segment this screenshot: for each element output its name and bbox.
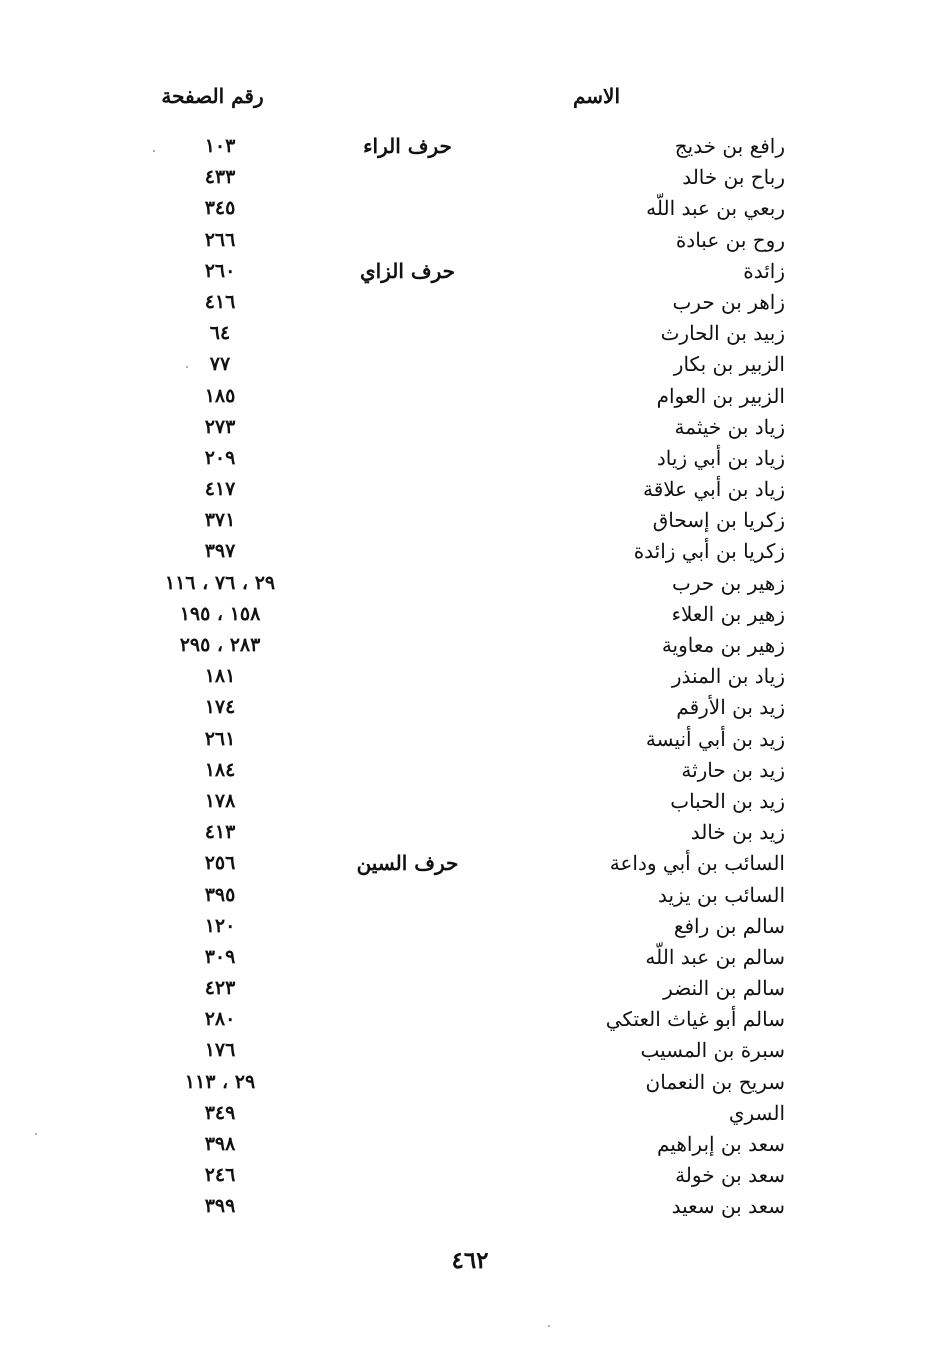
scan-speck <box>186 366 188 368</box>
index-entry <box>0 942 940 973</box>
entry-name: رافع بن خديج <box>674 134 785 158</box>
entry-name: سعد بن إبراهيم <box>656 1132 785 1156</box>
index-entry <box>0 1035 940 1066</box>
index-entry <box>0 381 940 412</box>
entry-name: سالم بن النضر <box>663 976 785 1001</box>
entry-name: السائب بن أبي وداعة <box>609 851 785 876</box>
section-heading: حرف الزاي <box>360 258 455 283</box>
index-entry <box>0 880 940 911</box>
index-entry <box>0 755 940 786</box>
entry-page-numbers: ٢٨٠ <box>204 1008 236 1031</box>
entry-page-numbers: ٣٤٩ <box>204 1101 236 1124</box>
index-entry <box>0 817 940 848</box>
index-entry <box>0 412 940 443</box>
entry-page-numbers: ١٨٥ <box>204 384 236 407</box>
entry-name: سريح بن النعمان <box>645 1069 785 1094</box>
entry-page-numbers: ٧٧ <box>209 353 231 376</box>
entry-name: زيد بن حارثة <box>681 757 785 782</box>
entry-name: زبيد بن الحارث <box>660 321 785 346</box>
page-number: ٤٦٢ <box>451 1247 489 1274</box>
index-entry <box>0 505 940 536</box>
index-entry <box>0 349 940 380</box>
entry-name: زياد بن خيثمة <box>674 414 785 439</box>
index-entry <box>0 786 940 817</box>
entry-name: رباح بن خالد <box>682 165 785 190</box>
index-entry <box>0 630 940 661</box>
entry-name: زهير بن معاوية <box>661 633 785 657</box>
index-entry <box>0 318 940 349</box>
entry-name: روح بن عبادة <box>675 227 785 252</box>
section-heading: حرف السين <box>356 851 459 876</box>
entry-page-numbers: ١٧٦ <box>204 1039 236 1062</box>
entry-page-numbers: ٢٠٩ <box>204 446 236 469</box>
index-entry <box>0 131 940 162</box>
index-entry <box>0 973 940 1004</box>
section-heading: حرف الراء <box>363 134 452 158</box>
entry-page-numbers: ١٥٨ ، ١٩٥ <box>179 602 261 625</box>
entry-page-numbers: ٣٠٩ <box>204 945 236 968</box>
entry-name: زياد بن أبي علاقة <box>642 477 785 502</box>
entry-name: سعد بن سعيد <box>671 1194 785 1219</box>
index-entry <box>0 536 940 567</box>
scan-speck <box>548 1325 550 1327</box>
index-entry <box>0 661 940 692</box>
entry-page-numbers: ١٠٣ <box>204 135 236 157</box>
index-entry <box>0 1067 940 1098</box>
index-entry <box>0 256 940 287</box>
index-entry <box>0 568 940 599</box>
entry-page-numbers: ٢٥٦ <box>204 852 236 875</box>
index-entry <box>0 1191 940 1222</box>
entry-page-numbers: ٢٩ ، ٧٦ ، ١١٦ <box>164 571 276 594</box>
entry-name: سالم أبو غياث العتكي <box>605 1007 785 1032</box>
entry-page-numbers: ٢٦٠ <box>204 259 236 282</box>
index-entry <box>0 193 940 224</box>
entry-name: سالم بن رافع <box>673 913 785 938</box>
entry-page-numbers: ٣٧١ <box>204 509 236 532</box>
index-entry <box>0 443 940 474</box>
entry-name: زيد بن أبي أنيسة <box>645 726 785 751</box>
index-entry <box>0 162 940 193</box>
index-entry <box>0 1098 940 1129</box>
entry-name: زهير بن حرب <box>671 570 785 595</box>
entry-page-numbers: ١٢٠ <box>204 914 236 937</box>
index-entry <box>0 1160 940 1191</box>
entry-page-numbers: ٣٩٥ <box>204 883 236 906</box>
entry-page-numbers: ٢٤٦ <box>204 1164 236 1187</box>
column-header-name: الاسم <box>572 84 620 108</box>
index-entry <box>0 692 940 723</box>
entry-name: زهير بن العلاء <box>671 601 785 626</box>
entry-page-numbers: ٤١٦ <box>204 290 236 313</box>
entry-name: زيد بن الحباب <box>670 788 785 813</box>
entry-name: زاهر بن حرب <box>672 289 785 314</box>
entry-page-numbers: ٤٣٣ <box>204 166 236 189</box>
entry-page-numbers: ١٨١ <box>204 665 236 688</box>
entry-page-numbers: ٣٩٩ <box>204 1195 236 1218</box>
entry-name: زكريا بن إسحاق <box>652 508 785 533</box>
scan-speck <box>153 150 155 152</box>
entry-name: السائب بن يزيد <box>658 882 785 907</box>
entry-page-numbers: ١٧٤ <box>204 696 236 719</box>
index-entry <box>0 911 940 942</box>
entry-page-numbers: ٤١٧ <box>204 478 236 501</box>
entry-name: سالم بن عبد اللّه <box>645 944 785 969</box>
scan-speck <box>35 1133 37 1135</box>
index-entry <box>0 1129 940 1160</box>
entry-page-numbers: ٣٩٨ <box>204 1133 236 1155</box>
entry-page-numbers: ١٧٨ <box>204 789 236 812</box>
entry-name: زائدة <box>743 258 785 283</box>
entry-page-numbers: ٤٢٣ <box>204 977 236 1000</box>
index-entry <box>0 287 940 318</box>
column-header-page-number: رقم الصفحة <box>161 84 264 108</box>
entry-name: الزبير بن العوام <box>656 383 785 408</box>
entry-page-numbers: ٢٨٣ ، ٢٩٥ <box>179 634 261 656</box>
entry-name: زيد بن الأرقم <box>676 695 785 720</box>
index-entry <box>0 1004 940 1035</box>
entry-name: زياد بن أبي زياد <box>656 445 785 470</box>
entry-name: زيد بن خالد <box>690 820 785 845</box>
entry-name: سبرة بن المسيب <box>640 1038 785 1063</box>
entry-page-numbers: ٤١٣ <box>204 821 236 844</box>
entry-page-numbers: ٢٦١ <box>204 727 236 750</box>
index-entry <box>0 599 940 630</box>
entry-name: الزبير بن بكار <box>673 352 785 377</box>
entry-page-numbers: ٢٩ ، ١١٣ <box>184 1070 256 1093</box>
entry-name: زكريا بن أبي زائدة <box>633 539 785 564</box>
index-entry <box>0 225 940 256</box>
index-entry <box>0 474 940 505</box>
index-entry <box>0 848 940 879</box>
entry-name: زياد بن المنذر <box>671 664 785 689</box>
entry-name: السري <box>728 1100 785 1125</box>
entry-name: ربعي بن عبد اللّه <box>646 196 785 221</box>
entry-page-numbers: ١٨٤ <box>204 758 236 781</box>
entry-page-numbers: ٦٤ <box>209 322 231 345</box>
entry-page-numbers: ٣٤٥ <box>204 197 236 220</box>
entry-page-numbers: ٣٩٧ <box>204 540 236 563</box>
index-entry <box>0 724 940 755</box>
entry-page-numbers: ٢٧٣ <box>204 415 236 438</box>
entry-page-numbers: ٢٦٦ <box>204 228 236 251</box>
entry-name: سعد بن خولة <box>675 1163 785 1188</box>
index-entries <box>0 131 940 1223</box>
